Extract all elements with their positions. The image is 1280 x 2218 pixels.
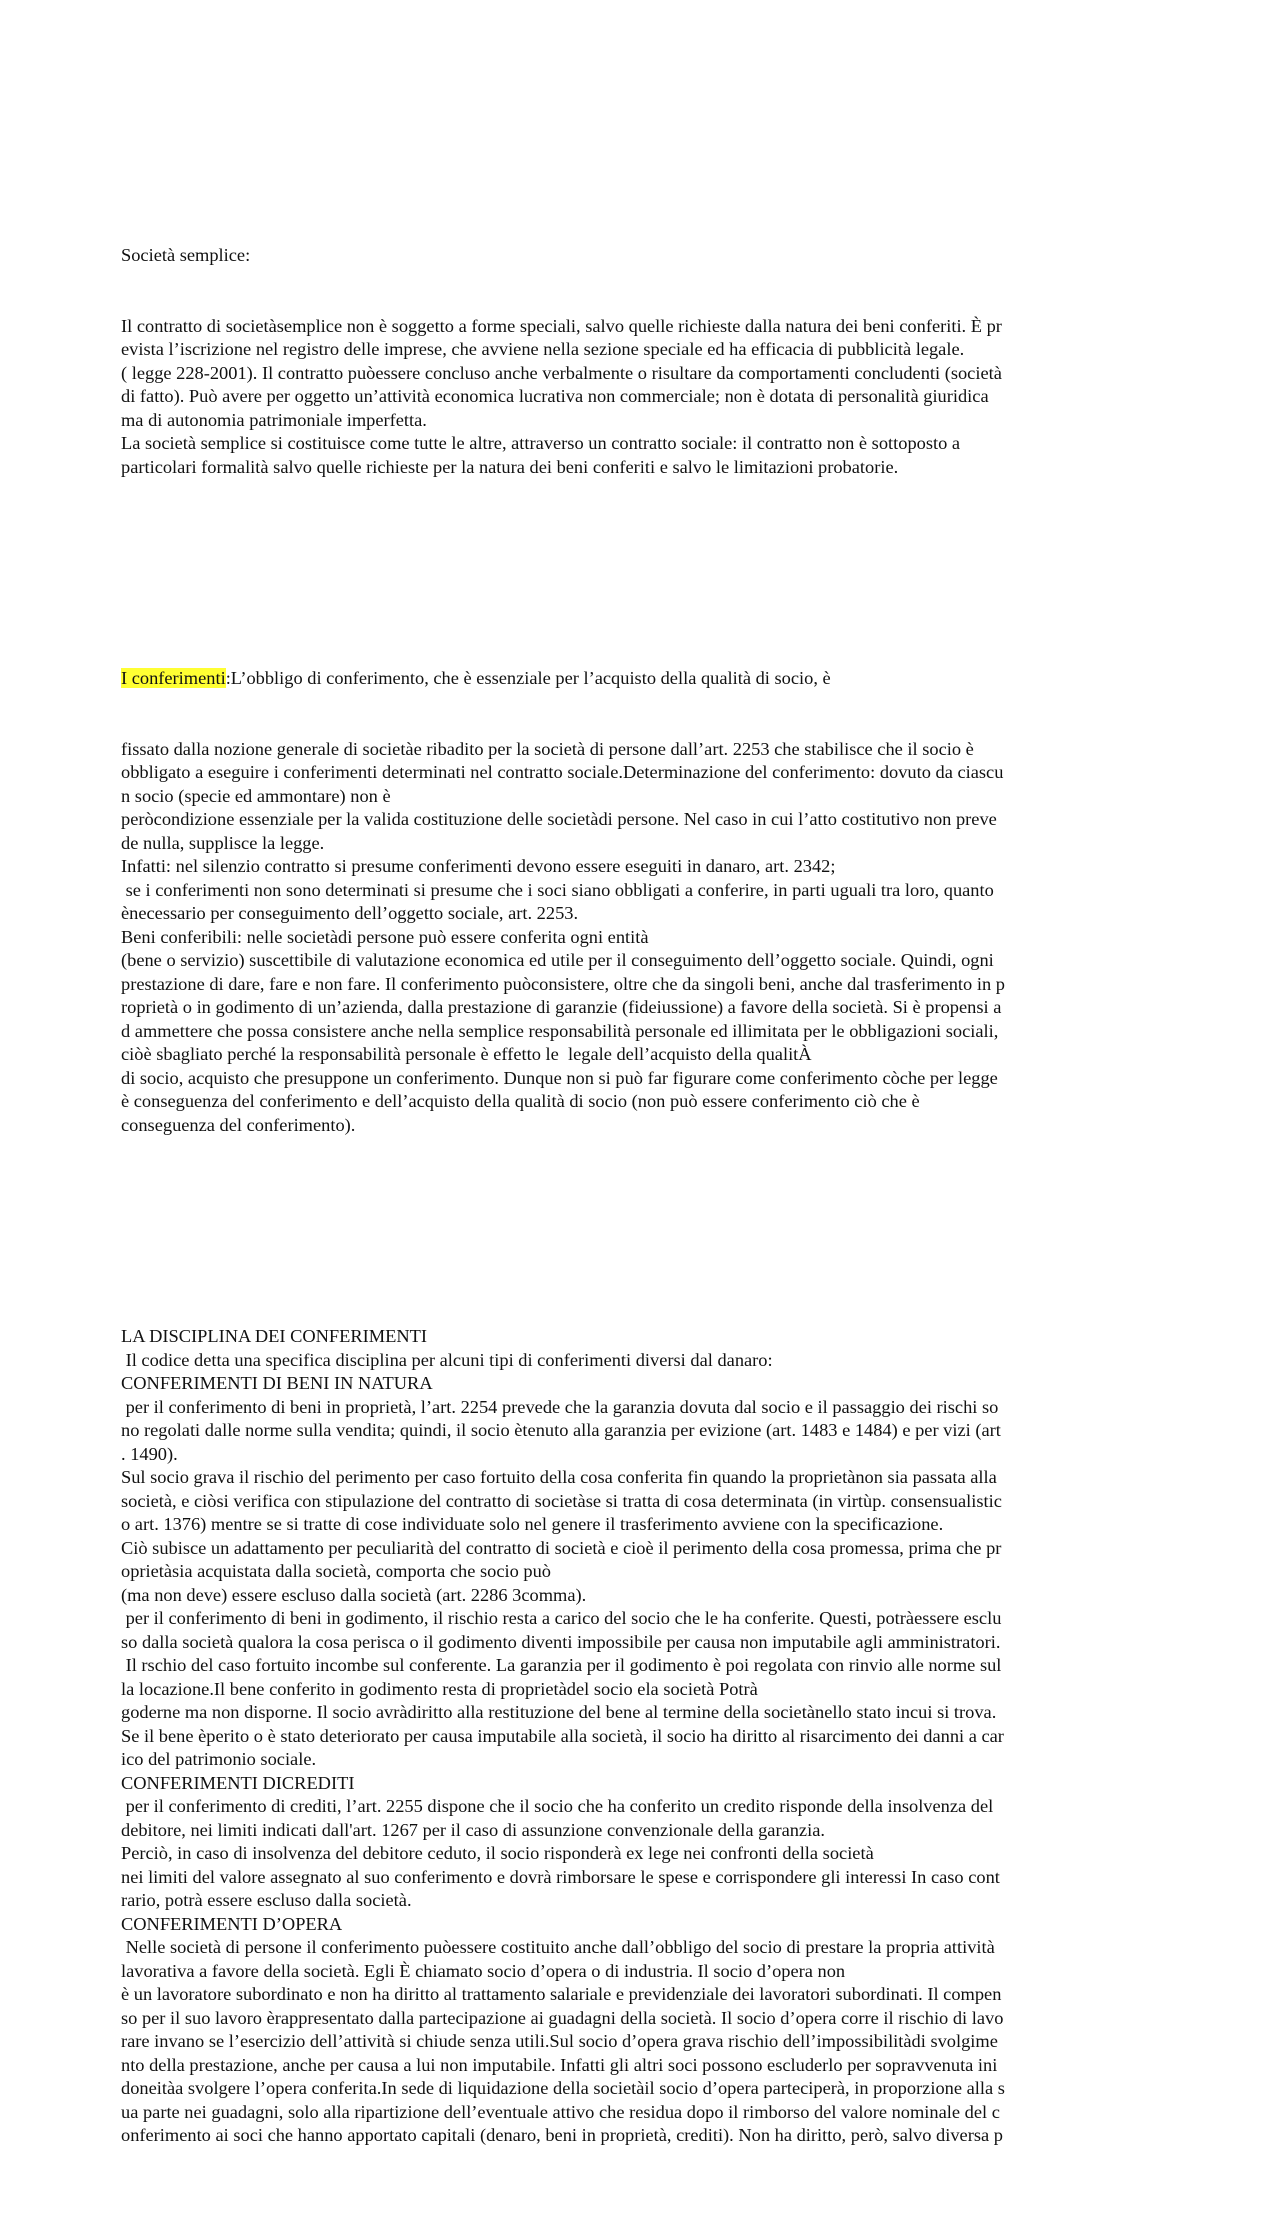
text-line: peròcondizione essenziale per la valida costituzione delle societàdi persone. Nel caso in cui l’atto costitutivo non preve (121, 809, 997, 829)
text-line: . 1490). (121, 1443, 178, 1464)
text-line: so per il suo lavoro èrappresentato dalla partecipazione ai guadagni della società. Il socio d’opera corre il rischio di lavo (121, 2007, 1004, 2028)
text-line: Il contratto di societàsemplice non è soggetto a forme speciali, salvo quelle richieste dalla natura dei beni conferiti. È pr (121, 315, 1002, 336)
text-line: roprietà o in godimento di un’azienda, dalla prestazione di garanzie (fideiussione) a favore della società. Si è propensi a (121, 997, 1002, 1017)
text-line: per il conferimento di beni in godimento, il rischio resta a carico del socio che le ha conferite. Questi, potràessere esclu (121, 1608, 1002, 1628)
blank-line (121, 1208, 1161, 1232)
text-line: nei limiti del valore assegnato al suo conferimento e dovrà rimborsare le spese e corrispondere gli interessi In caso cont (121, 1866, 1000, 1887)
text-line: prestazione di dare, fare e non fare. Il conferimento puòconsistere, oltre che da singoli beni, anche dal trasferimento in p (121, 973, 1005, 994)
text-line: Ciò subisce un adattamento per peculiarità del contratto di società e cioè il perimento della cosa promessa, prima che pr (121, 1537, 1002, 1558)
text-line: n socio (specie ed ammontare) non è (121, 785, 391, 806)
text-line: ciòè sbagliato perché la responsabilità personale è effetto le legale dell’acquisto della qualitÀ (121, 1044, 812, 1064)
text-line: de nulla, supplisce la legge. (121, 832, 325, 853)
text-line: debitore, nei limiti indicati dall'art. 1267 per il caso di assunzione convenzionale della garanzia. (121, 1819, 825, 1840)
text-line: Perciò, in caso di insolvenza del debitore ceduto, il socio risponderà ex lege nei confronti della società (121, 1843, 874, 1863)
text-line: Nelle società di persone il conferimento puòessere costituito anche dall’obbligo del socio di prestare la propria attività (121, 1937, 995, 1957)
text-line: no regolati dalle norme sulla vendita; quindi, il socio ètenuto alla garanzia per evizione (art. 1483 e 1484) e per vizi (art (121, 1420, 1001, 1440)
section-title-societa-semplice: Società semplice: (121, 245, 251, 265)
section-conferimenti (121, 738, 1161, 1138)
text-line: lavorativa a favore della società. Egli È chiamato socio d’opera o di industria. Il socio d’opera non (121, 1960, 846, 1981)
paragraph-text: :L’obbligo di conferimento, che è essenziale per l’acquisto della qualità di socio, è (225, 668, 831, 688)
blank-line (121, 550, 1161, 574)
text-line: doneitàa svolgere l’opera conferita.In sede di liquidazione della societàil socio d’opera parteciperà, in proporzione alla s (121, 2078, 1005, 2098)
text-line: goderne ma non disporne. Il socio avràdiritto alla restituzione del bene al termine della societànello stato incui si trova. (121, 1702, 997, 1722)
text-line: Il codice detta una specifica disciplina per alcuni tipi di conferimenti diversi dal danaro: (121, 1349, 773, 1370)
text-line: Se il bene èperito o è stato deteriorato per causa imputabile alla società, il socio ha diritto al risarcimento dei danni a car (121, 1725, 1004, 1746)
text-line: ua parte nei guadagni, solo alla ripartizione dell’eventuale attivo che residua dopo il rimborso del valore nominale del c (121, 2101, 1000, 2122)
text-line: ico del patrimonio sociale. (121, 1749, 317, 1769)
text-line: Il rschio del caso fortuito incombe sul conferente. La garanzia per il godimento è poi regolata con rinvio alle norme sul (121, 1655, 1002, 1675)
text-line: onferimento ai soci che hanno apportato capitali (denaro, beni in proprietà, crediti). Non ha diritto, però, salvo diversa p (121, 2125, 1003, 2145)
text-line: di fatto). Può avere per oggetto un’attività economica lucrativa non commerciale; non è dotata di personalità giuridica (121, 386, 989, 406)
text-line: d ammettere che possa consistere anche nella semplice responsabilità personale ed illimitata per le obbligazioni sociali, (121, 1020, 999, 1041)
text-line: rario, potrà essere escluso dalla società. (121, 1890, 412, 1910)
highlighted-term: I conferimenti (121, 668, 226, 688)
text-line: (ma non deve) essere escluso dalla società (art. 2286 3comma). (121, 1584, 587, 1605)
text-line: CONFERIMENTI D’OPERA (121, 1913, 343, 1934)
text-line: La società semplice si costituisce come tutte le altre, attraverso un contratto sociale: il contratto non è sottoposto a (121, 433, 961, 453)
text-line: conseguenza del conferimento). (121, 1114, 356, 1135)
text-line: so dalla società qualora la cosa perisca o il godimento diventi impossibile per causa non imputabile agli amministratori. (121, 1631, 1001, 1652)
text-line: nto della prestazione, anche per causa a lui non imputabile. Infatti gli altri soci possono escluderlo per sopravvenuta ini (121, 2054, 998, 2075)
text-line: è un lavoratore subordinato e non ha diritto al trattamento salariale e previdenziale dei lavoratori subordinati. Il compen (121, 1984, 1002, 2004)
text-line: oprietàsia acquistata dalla società, comporta che socio può (121, 1561, 551, 1581)
section-societa-semplice (121, 315, 1161, 480)
text-line: è conseguenza del conferimento e dell’acquisto della qualità di socio (non può essere conferimento ciò che è (121, 1091, 920, 1111)
text-line: CONFERIMENTI DI BENI IN NATURA (121, 1373, 433, 1393)
text-line: se i conferimenti non sono determinati si presume che i soci siano obbligati a conferire, in parti uguali tra loro, quanto (121, 879, 994, 900)
document-body (121, 150, 1161, 2218)
text-line: società, e ciòsi verifica con stipulazione del contratto di societàse si tratta di cosa determinata (in virtùp. consensualistic (121, 1490, 1002, 1511)
text-line: LA DISCIPLINA DEI CONFERIMENTI (121, 1326, 427, 1346)
text-line: ènecessario per conseguimento dell’oggetto sociale, art. 2253. (121, 903, 579, 923)
text-line: Sul socio grava il rischio del perimento per caso fortuito della cosa conferita fin quando la proprietànon sia passata alla (121, 1467, 997, 1487)
text-line: obbligato a eseguire i conferimenti determinati nel contratto sociale.Determinazione del conferimento: dovuto da ciascu (121, 762, 1004, 782)
text-line: particolari formalità salvo quelle richieste per la natura dei beni conferiti e salvo le limitazioni probatorie. (121, 456, 899, 477)
text-line: la locazione.Il bene conferito in godimento resta di proprietàdel socio ela società Potrà (121, 1678, 758, 1699)
section-disciplina-conferimenti (121, 1325, 1161, 2148)
text-line: per il conferimento di crediti, l’art. 2255 dispone che il socio che ha conferito un credito risponde della insolvenza del (121, 1796, 994, 1816)
text-line: Beni conferibili: nelle societàdi persone può essere conferita ogni entità (121, 926, 649, 947)
text-line: (bene o servizio) suscettibile di valutazione economica ed utile per il conseguimento dell’oggetto sociale. Quindi, ogni (121, 950, 994, 970)
text-line: CONFERIMENTI DICREDITI (121, 1772, 355, 1793)
text-line: di socio, acquisto che presuppone un conferimento. Dunque non si può far figurare come conferimento còche per legge (121, 1067, 998, 1088)
text-line: ( legge 228-2001). Il contratto puòessere concluso anche verbalmente o risultare da comportamenti concludenti (società (121, 362, 1002, 383)
paragraph-conferimenti-first-line (121, 667, 1161, 691)
text-line: Infatti: nel silenzio contratto si presume conferimenti devono essere eseguiti in danaro, art. 2342; (121, 856, 836, 876)
text-line: evista l’iscrizione nel registro delle imprese, che avviene nella sezione speciale ed ha efficacia di pubblicità legale. (121, 339, 965, 359)
text-line: rare invano se l’esercizio dell’attività si chiude senza utili.Sul socio d’opera grava rischio dell’impossibilitàdi svolgime (121, 2031, 998, 2051)
text-line: ma di autonomia patrimoniale imperfetta. (121, 409, 427, 430)
text-line: fissato dalla nozione generale di societàe ribadito per la società di persone dall’art. 2253 che stabilisce che il socio è (121, 738, 974, 759)
text-line: o art. 1376) mentre se si tratte di cose individuate solo nel genere il trasferimento avviene con la specificazione. (121, 1514, 944, 1534)
text-line: per il conferimento di beni in proprietà, l’art. 2254 prevede che la garanzia dovuta dal socio e il passaggio dei rischi so (121, 1396, 999, 1417)
